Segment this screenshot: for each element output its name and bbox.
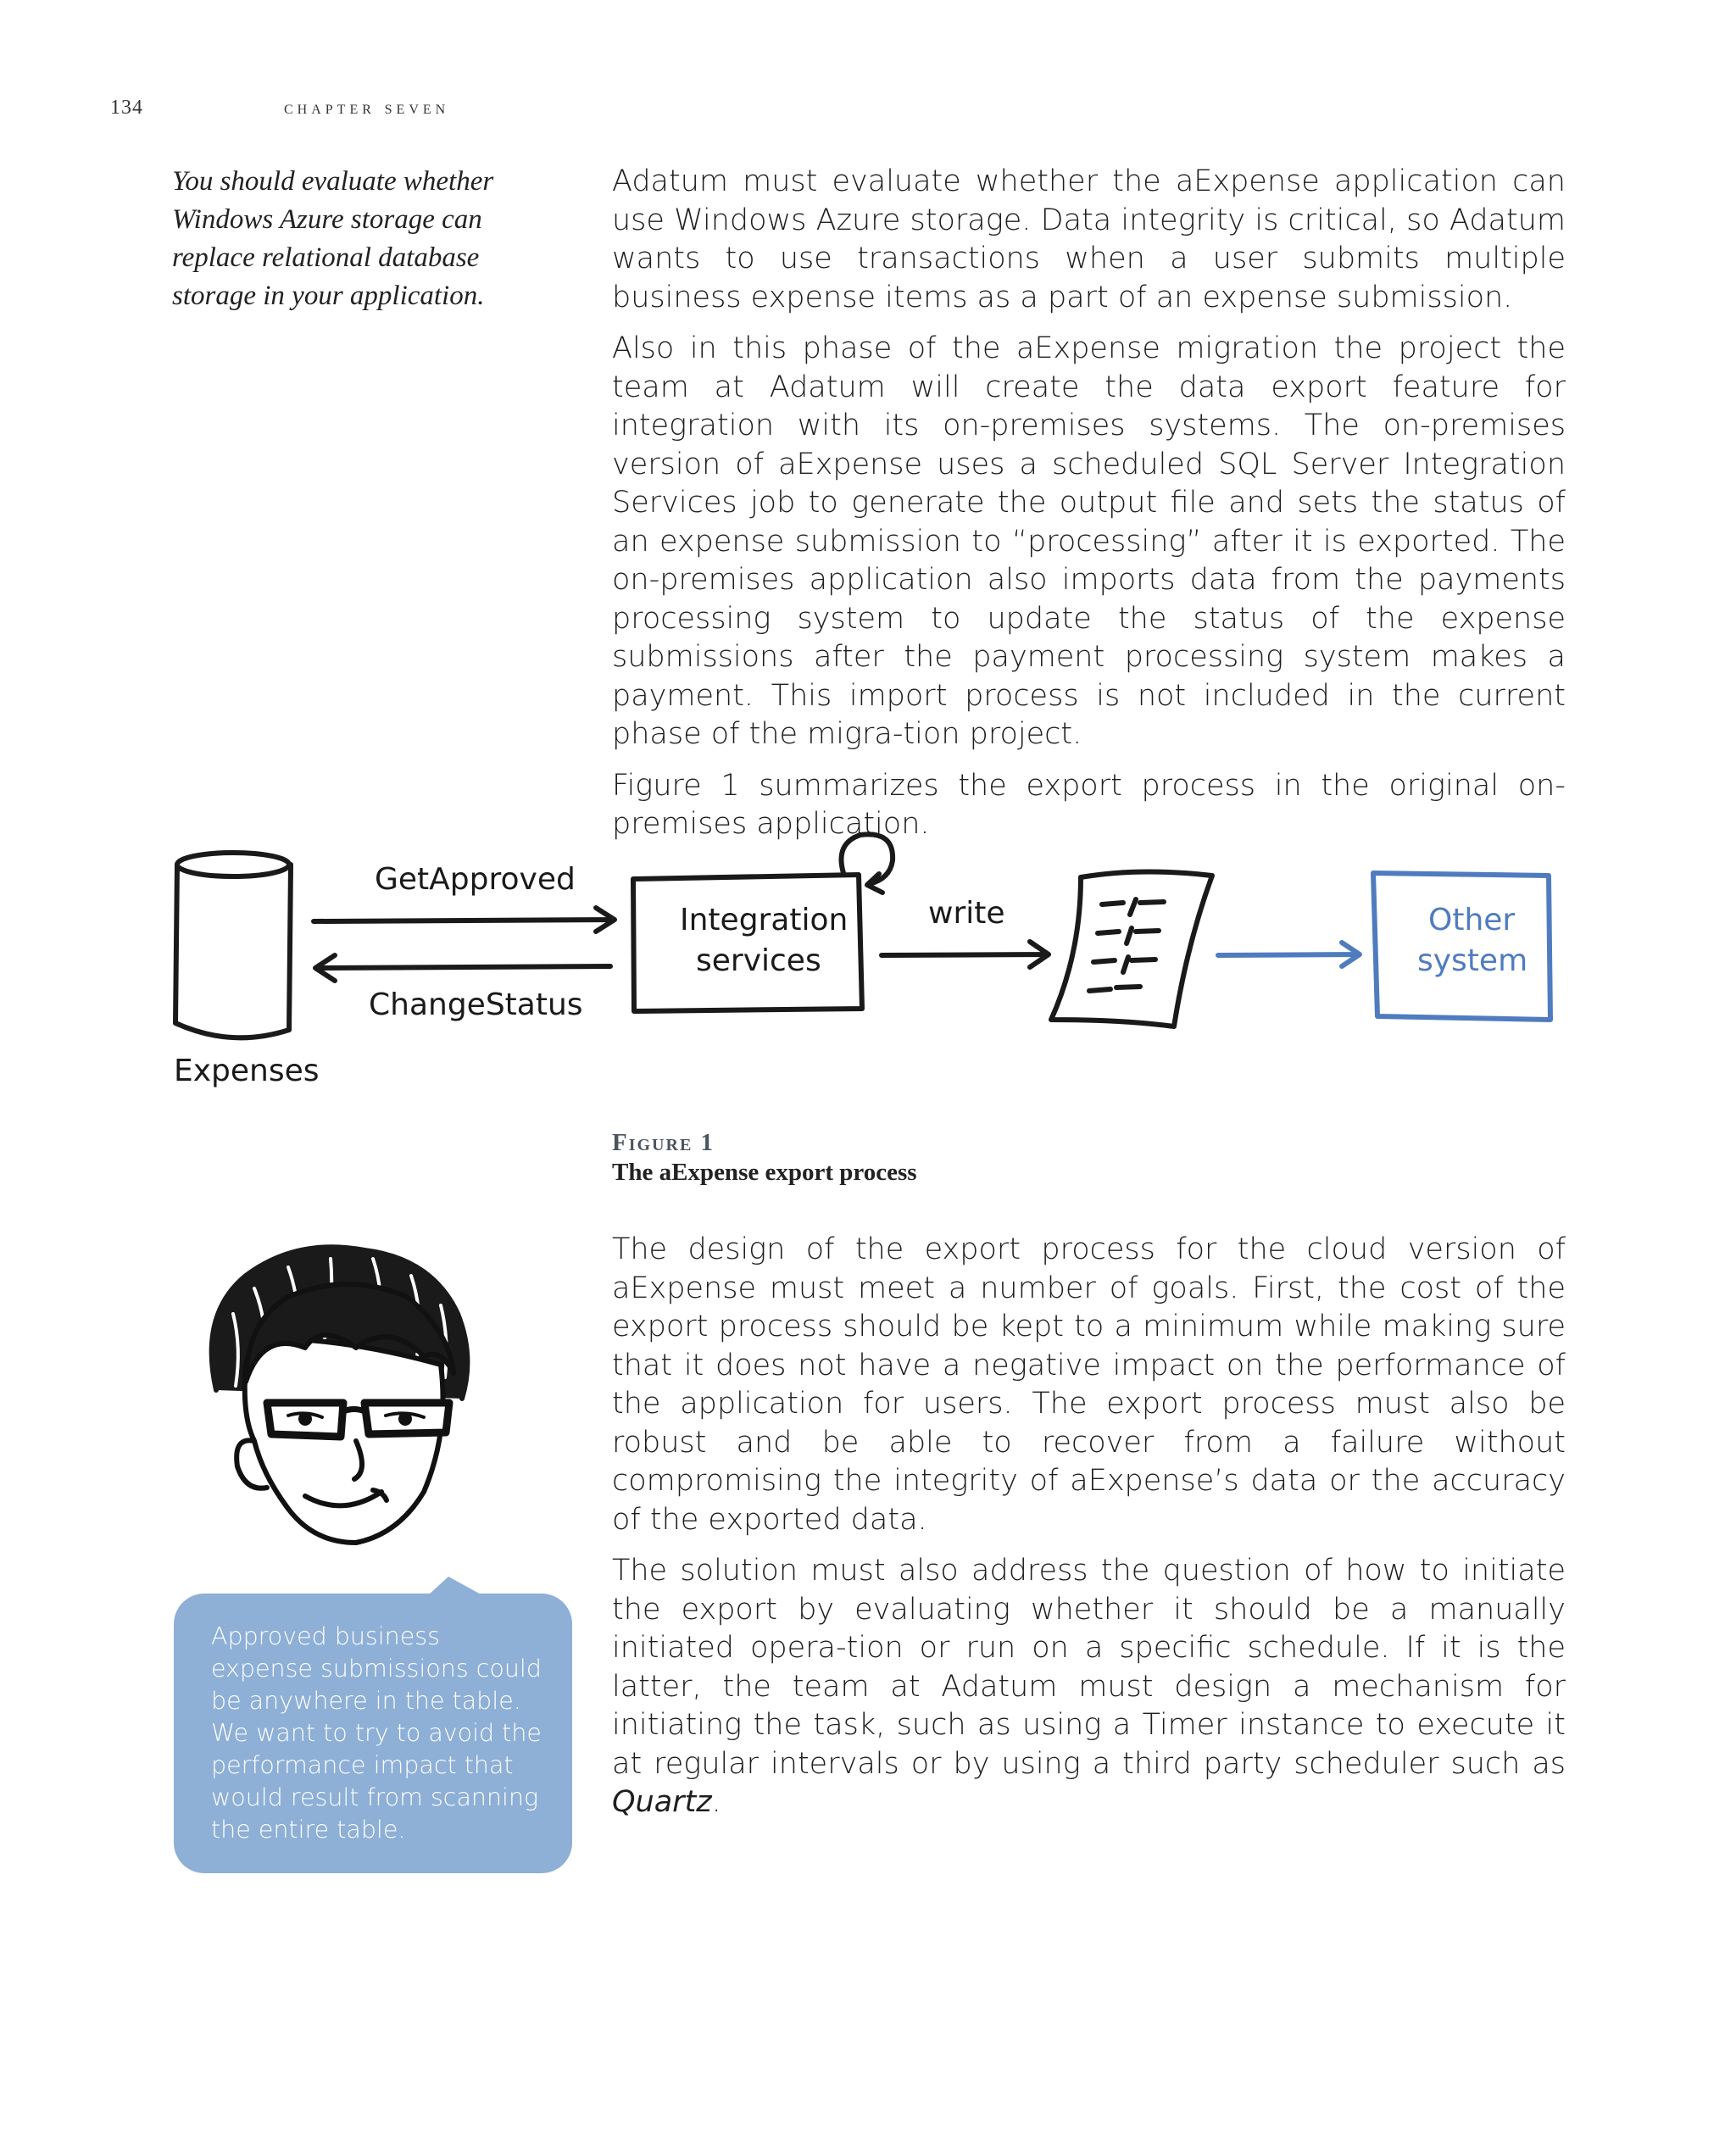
body-text-bottom (612, 1231, 1566, 1835)
callout-bubble: Approved business expense submissions could be anywhere in the table. We want to try to avoid the performance impact that would result from scanning the entire table. (174, 1594, 572, 1873)
paragraph-last (612, 1552, 1566, 1822)
callout-tail (428, 1577, 482, 1595)
character-avatar-icon (195, 1238, 500, 1577)
integration-label-line1: Integration (680, 903, 849, 937)
document-icon (1051, 871, 1212, 1026)
export-process-diagram (165, 826, 1572, 1106)
change-status-label: ChangeStatus (369, 987, 583, 1022)
loop-arrow (842, 834, 893, 893)
database-label: Expenses (174, 1054, 320, 1088)
write-label: write (928, 896, 1005, 931)
database-icon (175, 853, 291, 1037)
body-text-top (612, 163, 1566, 857)
page-number: 134 (110, 97, 143, 119)
get-approved-arrow (314, 908, 615, 932)
paragraph-text: The solution must also address the question of how to initiate the export by evaluating whether it should be a manually initiated opera-tion or run on a specific schedule. If it is the latter, the team at Adatum must design a mechanism for initiating the task, such as using a Timer instance to execute it at regular intervals or by using a third party scheduler such as (612, 1554, 1566, 1781)
paragraph: The design of the export process for the cloud version of aExpense must meet a number of goals. First, the cost of the export process should be kept to a minimum while making sure that it does not have a negative impact on the performance of the application for users. The export process must also be robust and be able to recover from a failure without compromising the integrity of aExpense’s data or the accuracy of the exported data. (612, 1232, 1566, 1537)
write-arrow (882, 942, 1049, 967)
paragraph: Adatum must evaluate whether the aExpense application can use Windows Azure storage. Data integrity is critical, so Adatum wants to use transactions when a user submits multiple business expense items as a part of an expense submission. (612, 164, 1566, 314)
chapter-title: chapter seven (284, 97, 450, 118)
figure-title: The aExpense export process (612, 1159, 917, 1186)
figure-caption (612, 1129, 917, 1187)
paragraph-end: . (711, 1785, 721, 1819)
figure-label: Figure 1 (612, 1129, 715, 1156)
paragraph: Also in this phase of the aExpense migration the project the team at Adatum will create the data export feature for integration with its on-premises systems. The on-premises version of aExpense uses a scheduled SQL Server Integration Services job to generate the output file and sets the status of an expense submission to “processing” after it is exported. The on-premises application also imports data from the payments processing system to update the status of the expense submissions after the payment processing system makes a payment. This import process is not included in the current phase of the migra-tion project. (612, 331, 1566, 751)
quartz-emphasis: Quartz (612, 1785, 712, 1819)
change-status-arrow (315, 955, 610, 981)
integration-label-line2: services (696, 943, 821, 978)
send-arrow (1218, 943, 1360, 966)
paragraph: Figure 1 summarizes the export process in the original on-premises application. (612, 768, 1566, 841)
get-approved-label: GetApproved (375, 862, 576, 897)
other-system-line1: Other (1428, 903, 1516, 937)
other-system-line2: system (1417, 943, 1528, 978)
margin-note: You should evaluate whether Windows Azure storage can replace relational database storage in your application. (172, 166, 494, 311)
